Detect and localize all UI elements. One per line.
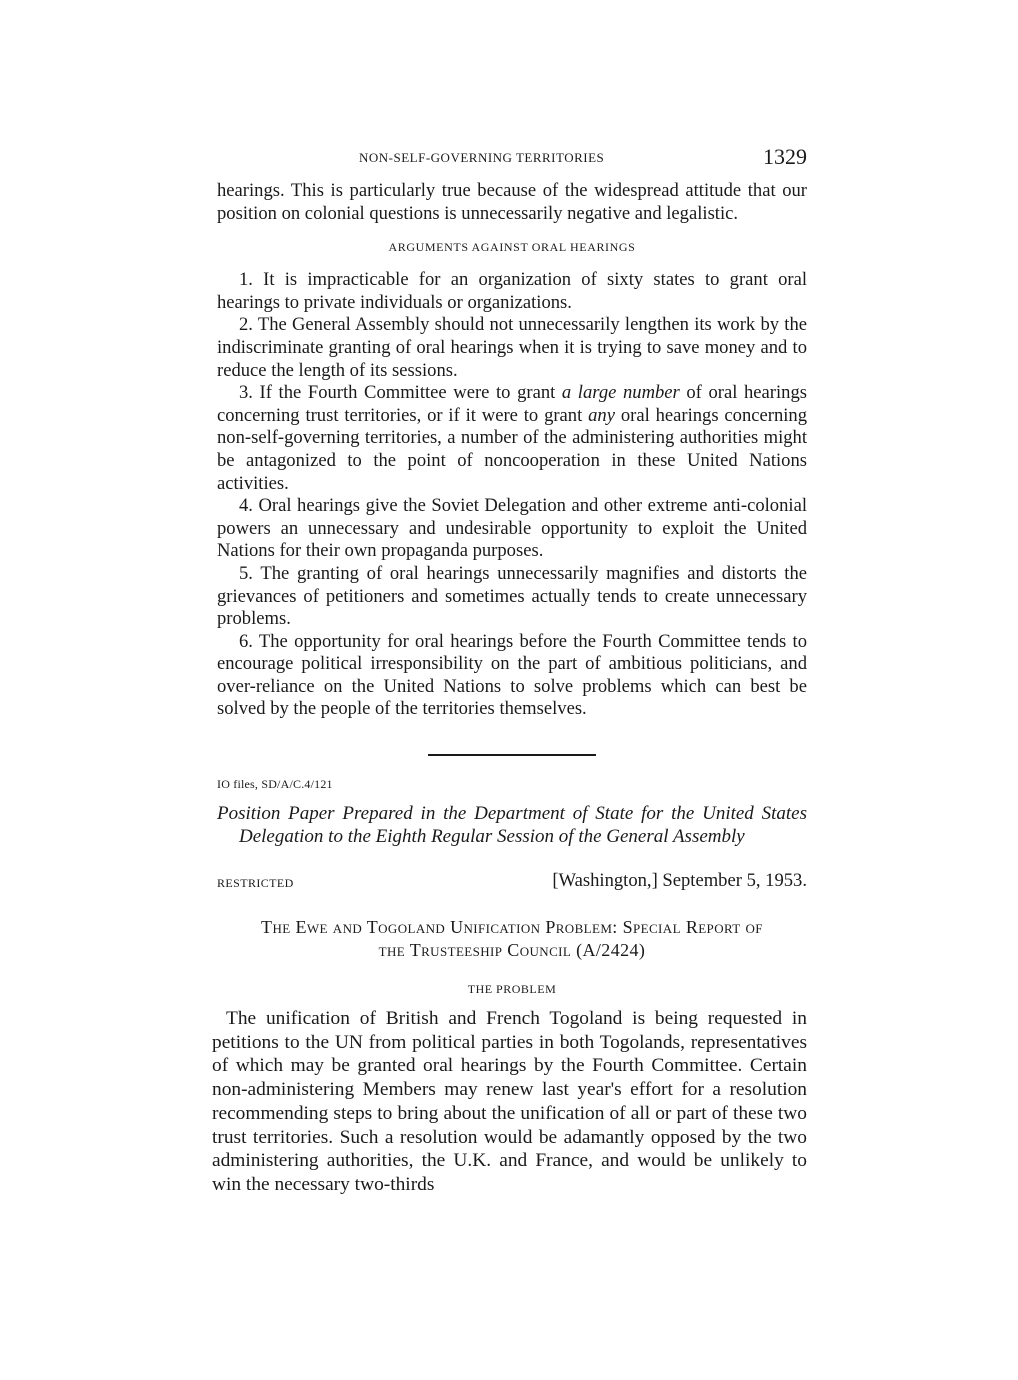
argument-item-2: 2. The General Assembly should not unnecessarily lengthen its work by the indiscriminate granting of oral hearings when it is trying to save money and to reduce the length of its sessions.: [217, 314, 807, 381]
argument-item-3-part-e: oral hearings concerning non-self-governing territories, a number of the administering authorities might be antagonized to the point of noncooperation in these United Nations activities.: [217, 404, 808, 494]
continuation-paragraph: hearings. This is particularly true because of the widespread attitude that our position on colonial questions is unnecessarily negative and legalistic.: [217, 180, 807, 224]
argument-item-6: 6. The opportunity for oral hearings before the Fourth Committee tends to encourage political irresponsibility on the part of ambitious politicians, and over-reliance on the United Nations to solve problems which can best be solved by the people of the territories themselves.: [217, 630, 807, 720]
report-title: [217, 916, 807, 962]
argument-item-3: [217, 382, 807, 495]
argument-item-3-emphasis-1: a large number: [561, 382, 680, 404]
report-title-line-1: The Ewe and Togoland Unification Problem: Special Report of: [261, 917, 763, 938]
problem-paragraph: The unification of British and French Togoland is being requested in petitions to the UN from political parties in both Togolands, representatives of which may be granted oral hearings by the Fourth Committee. Certain non-administering Members may renew last year's effort for a resolution recommending steps to bring about the unification of all or part of these two trust territories. Such a resolution would be adamantly opposed by the two administering authorities, the U.K. and France, and would be unlikely to win the necessary two-thirds: [212, 1008, 807, 1195]
problem-heading: THE PROBLEM: [467, 982, 557, 997]
page-number: 1329: [763, 144, 807, 169]
argument-item-4: 4. Oral hearings give the Soviet Delegation and other extreme anti-colonial powers an unnecessary and undesirable opportunity to exploit the United Nations for their own propaganda purposes.: [217, 495, 807, 562]
argument-item-3-emphasis-2: any: [588, 404, 615, 426]
running-head: [217, 140, 807, 180]
classification-label: RESTRICTED: [217, 876, 294, 891]
report-title-line-2: the Trusteeship Council (A/2424): [378, 940, 646, 961]
section-divider: [428, 754, 596, 756]
classification-line: [217, 870, 807, 900]
argument-item-5: 5. The granting of oral hearings unnecessarily magnifies and distorts the grievances of petitioners and sometimes actually tends to create unnecessary problems.: [217, 562, 807, 630]
document-title: Position Paper Prepared in the Department of State for the United States Delegation to the Eighth Regular Session of the General Assembly: [217, 803, 807, 848]
source-note: IO files, SD/A/C.4/121: [217, 777, 333, 792]
running-title: NON-SELF-GOVERNING TERRITORIES: [359, 150, 605, 165]
page: [212, 140, 808, 1197]
dateline: [Washington,] September 5, 1953.: [552, 870, 807, 892]
argument-item-3-part-a: 3. If the Fourth Committee were to grant: [239, 382, 562, 404]
argument-item-1: 1. It is impracticable for an organization of sixty states to grant oral hearings to private individuals or organizations.: [217, 269, 807, 313]
argument-item-3-part-c: of oral hearings concerning trust territories, or if it were to grant: [217, 382, 807, 426]
arguments-heading: ARGUMENTS AGAINST ORAL HEARINGS: [388, 240, 636, 255]
